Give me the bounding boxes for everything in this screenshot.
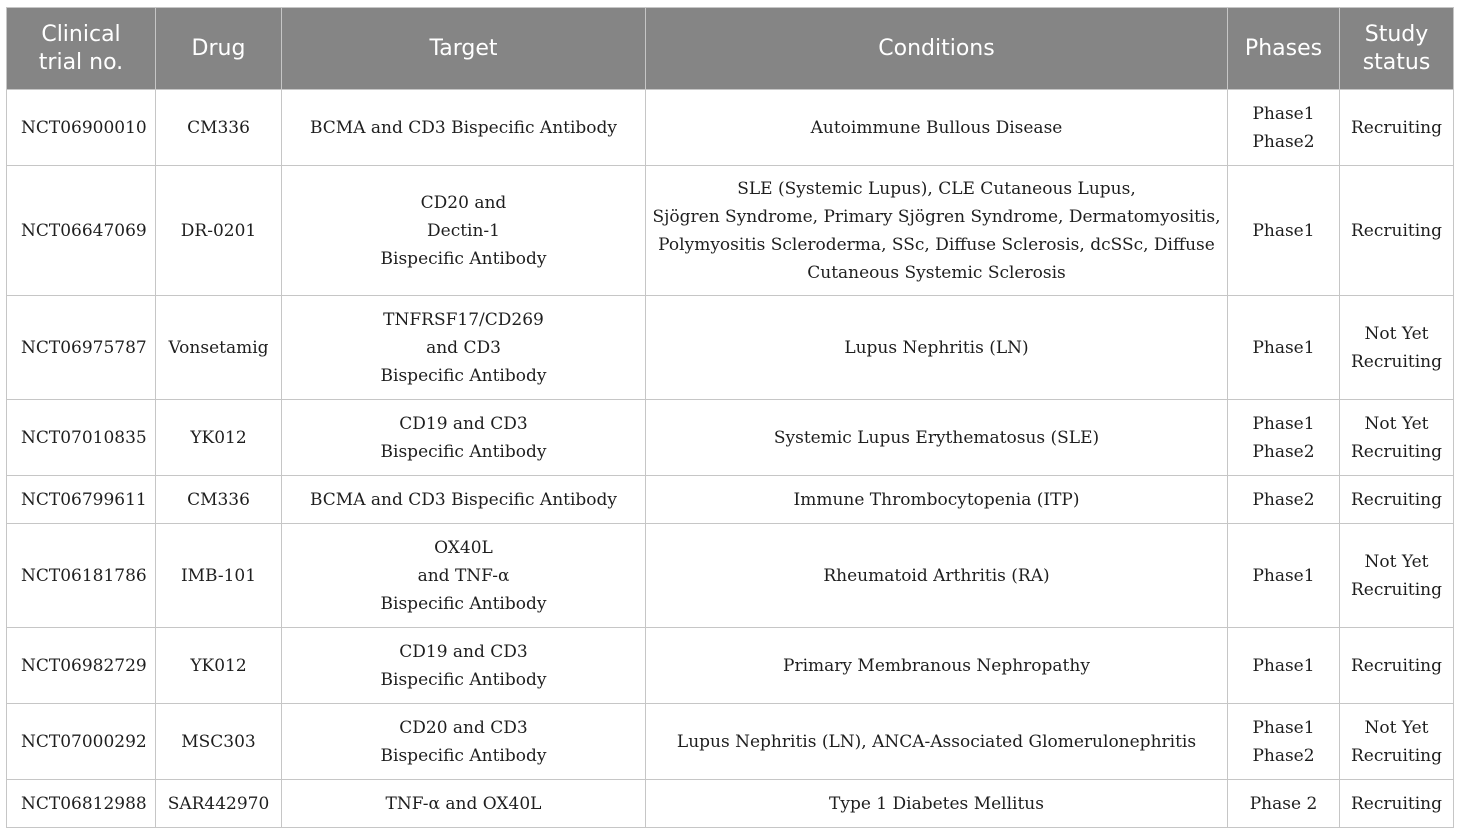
header-phases: Phases: [1228, 8, 1340, 90]
cell-target-line: CD20 and: [420, 192, 507, 213]
cell-study-status-line: Not Yet: [1364, 413, 1429, 434]
cell-phases-line: Phase1: [1252, 337, 1315, 358]
cell-phases-line: Phase1: [1252, 220, 1315, 241]
cell-study-status-line: Recruiting: [1351, 117, 1442, 138]
cell-drug: YK012: [156, 628, 282, 704]
cell-target-line: CD19 and CD3: [399, 641, 528, 662]
cell-target-line: CD20 and CD3: [399, 717, 528, 738]
cell-phases: [1228, 704, 1340, 780]
clinical-trials-table-container: [6, 7, 1453, 828]
cell-target: [282, 524, 646, 628]
cell-target-line: BCMA and CD3 Bispecific Antibody: [309, 117, 618, 138]
cell-target-line: TNF-α and OX40L: [385, 793, 542, 814]
table-row: [7, 628, 1454, 704]
cell-phases: [1228, 476, 1340, 524]
cell-study-status-line: Recruiting: [1351, 489, 1442, 510]
table-row: [7, 524, 1454, 628]
header-drug: Drug: [156, 8, 282, 90]
header-study-status: [1340, 8, 1454, 90]
cell-conditions-line: Cutaneous Systemic Sclerosis: [807, 262, 1066, 283]
header-conditions: Conditions: [646, 8, 1228, 90]
cell-target-line: OX40L: [434, 537, 493, 558]
cell-conditions-line: Polymyositis Scleroderma, SSc, Diffuse Sclerosis, dcSSc, Diffuse: [658, 234, 1215, 255]
table-row: [7, 780, 1454, 828]
cell-conditions-line: Primary Membranous Nephropathy: [783, 655, 1090, 676]
cell-conditions: [646, 704, 1228, 780]
cell-study-status: [1340, 780, 1454, 828]
cell-study-status: [1340, 400, 1454, 476]
cell-target: [282, 90, 646, 166]
cell-phases: [1228, 90, 1340, 166]
cell-conditions: [646, 476, 1228, 524]
cell-phases-line: Phase1: [1252, 103, 1315, 124]
cell-conditions-line: Systemic Lupus Erythematosus (SLE): [773, 427, 1100, 448]
table-row: [7, 476, 1454, 524]
cell-study-status-line: Recruiting: [1351, 579, 1442, 600]
cell-conditions: [646, 296, 1228, 400]
header-study-status-line: status: [1362, 49, 1431, 75]
cell-target: [282, 166, 646, 296]
cell-drug: MSC303: [156, 704, 282, 780]
cell-drug: CM336: [156, 476, 282, 524]
cell-study-status-line: Recruiting: [1351, 793, 1442, 814]
cell-conditions-line: Lupus Nephritis (LN), ANCA-Associated Glomerulonephritis: [676, 731, 1197, 752]
cell-target-line: Bispecific Antibody: [380, 669, 547, 690]
table-row: [7, 296, 1454, 400]
header-trial-no-line: trial no.: [38, 49, 124, 75]
cell-conditions-line: Sjögren Syndrome, Primary Sjögren Syndrome, Dermatomyositis,: [652, 206, 1221, 227]
cell-study-status: [1340, 628, 1454, 704]
cell-phases-line: Phase 2: [1249, 793, 1318, 814]
cell-target-line: TNFRSF17/CD269: [383, 309, 544, 330]
table-row: [7, 166, 1454, 296]
header-target: Target: [282, 8, 646, 90]
cell-trial-no: NCT07010835: [7, 400, 156, 476]
cell-target-line: and CD3: [426, 337, 501, 358]
cell-drug: SAR442970: [156, 780, 282, 828]
cell-conditions: [646, 524, 1228, 628]
cell-conditions-line: Rheumatoid Arthritis (RA): [823, 565, 1050, 586]
cell-study-status: [1340, 296, 1454, 400]
cell-target-line: and TNF-α: [417, 565, 510, 586]
cell-phases: [1228, 296, 1340, 400]
cell-study-status-line: Recruiting: [1351, 745, 1442, 766]
cell-drug: CM336: [156, 90, 282, 166]
cell-trial-no: NCT06647069: [7, 166, 156, 296]
cell-conditions: [646, 90, 1228, 166]
cell-drug: YK012: [156, 400, 282, 476]
cell-phases-line: Phase1: [1252, 717, 1315, 738]
cell-phases-line: Phase1: [1252, 655, 1315, 676]
cell-phases-line: Phase2: [1252, 745, 1315, 766]
cell-conditions-line: Autoimmune Bullous Disease: [810, 117, 1063, 138]
cell-conditions: [646, 400, 1228, 476]
cell-trial-no: NCT06975787: [7, 296, 156, 400]
clinical-trials-table: [6, 7, 1454, 828]
cell-conditions: [646, 166, 1228, 296]
cell-phases: [1228, 780, 1340, 828]
cell-target: [282, 780, 646, 828]
header-row: [7, 8, 1454, 90]
header-study-status-line: Study: [1364, 21, 1429, 47]
cell-phases: [1228, 524, 1340, 628]
cell-target: [282, 296, 646, 400]
cell-target: [282, 628, 646, 704]
cell-target-line: Bispecific Antibody: [380, 441, 547, 462]
cell-trial-no: NCT06799611: [7, 476, 156, 524]
cell-study-status: [1340, 704, 1454, 780]
cell-target-line: Bispecific Antibody: [380, 365, 547, 386]
table-row: [7, 400, 1454, 476]
cell-study-status-line: Recruiting: [1351, 655, 1442, 676]
header-trial-no: [7, 8, 156, 90]
cell-conditions: [646, 628, 1228, 704]
cell-target: [282, 400, 646, 476]
cell-phases-line: Phase2: [1252, 131, 1315, 152]
cell-target-line: CD19 and CD3: [399, 413, 528, 434]
cell-phases-line: Phase2: [1252, 441, 1315, 462]
cell-trial-no: NCT06812988: [7, 780, 156, 828]
cell-target-line: Bispecific Antibody: [380, 745, 547, 766]
cell-conditions: [646, 780, 1228, 828]
cell-study-status: [1340, 90, 1454, 166]
cell-study-status-line: Recruiting: [1351, 351, 1442, 372]
cell-target-line: Bispecific Antibody: [380, 248, 547, 269]
table-body: [7, 90, 1454, 828]
cell-target-line: Bispecific Antibody: [380, 593, 547, 614]
cell-trial-no: NCT06982729: [7, 628, 156, 704]
cell-conditions-line: Type 1 Diabetes Mellitus: [829, 793, 1044, 814]
cell-conditions-line: Immune Thrombocytopenia (ITP): [793, 489, 1080, 510]
cell-study-status: [1340, 524, 1454, 628]
cell-target: [282, 704, 646, 780]
header-trial-no-line: Clinical: [41, 21, 121, 47]
table-row: [7, 90, 1454, 166]
cell-study-status: [1340, 476, 1454, 524]
cell-study-status-line: Not Yet: [1364, 323, 1429, 344]
cell-conditions-line: SLE (Systemic Lupus), CLE Cutaneous Lupus,: [737, 178, 1136, 199]
cell-drug: Vonsetamig: [156, 296, 282, 400]
cell-trial-no: NCT06181786: [7, 524, 156, 628]
cell-drug: DR-0201: [156, 166, 282, 296]
cell-trial-no: NCT06900010: [7, 90, 156, 166]
cell-study-status-line: Recruiting: [1351, 220, 1442, 241]
table-header: [7, 8, 1454, 90]
cell-target-line: Dectin-1: [427, 220, 500, 241]
cell-phases-line: Phase1: [1252, 413, 1315, 434]
cell-phases: [1228, 166, 1340, 296]
cell-target: [282, 476, 646, 524]
cell-study-status-line: Not Yet: [1364, 551, 1429, 572]
cell-trial-no: NCT07000292: [7, 704, 156, 780]
cell-drug: IMB-101: [156, 524, 282, 628]
cell-phases-line: Phase1: [1252, 565, 1315, 586]
table-row: [7, 704, 1454, 780]
cell-phases: [1228, 400, 1340, 476]
cell-target-line: BCMA and CD3 Bispecific Antibody: [309, 489, 618, 510]
cell-phases: [1228, 628, 1340, 704]
cell-conditions-line: Lupus Nephritis (LN): [844, 337, 1029, 358]
cell-study-status: [1340, 166, 1454, 296]
cell-study-status-line: Recruiting: [1351, 441, 1442, 462]
cell-study-status-line: Not Yet: [1364, 717, 1429, 738]
cell-phases-line: Phase2: [1252, 489, 1315, 510]
